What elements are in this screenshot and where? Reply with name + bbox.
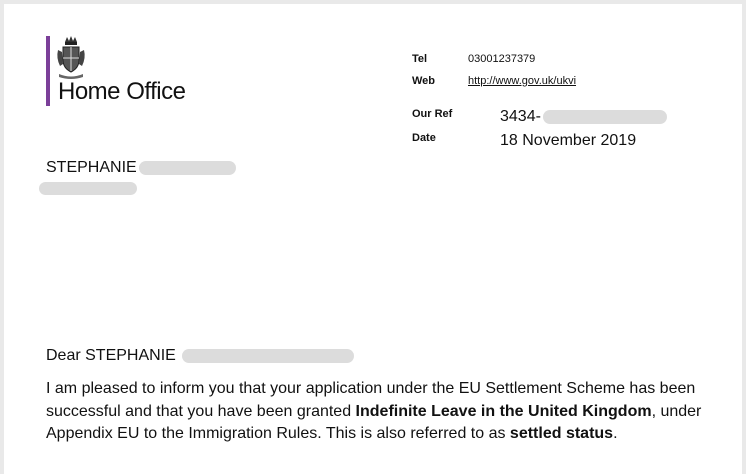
- body-text-2: , under Appendix EU to the Immigration Rules. This is also referred to as: [46, 402, 702, 442]
- body-text-3: .: [613, 425, 618, 442]
- date-label: Date: [412, 132, 436, 144]
- body-text-1: I am pleased to inform you that your application under the EU Settlement Scheme has been successful and that you have been granted: [46, 380, 696, 420]
- redaction-block: [543, 110, 667, 124]
- body-bold-1: Indefinite Leave in the United Kingdom: [355, 402, 652, 420]
- body-bold-2: settled status: [509, 425, 614, 442]
- redaction-block: [182, 349, 354, 363]
- letter-page: [4, 4, 742, 474]
- royal-crest-icon: [54, 34, 88, 80]
- tel-label: Tel: [412, 53, 428, 65]
- date-value: 18 November 2019: [500, 132, 637, 149]
- ref-value: [500, 108, 667, 126]
- tel-value: 03001237379: [468, 53, 536, 65]
- letter-body: [46, 378, 726, 446]
- web-link[interactable]: http://www.gov.uk/ukvi: [468, 75, 577, 87]
- brand-accent-bar: [46, 36, 50, 106]
- salutation-text: Dear STEPHANIE: [46, 347, 176, 364]
- recipient-name: [46, 159, 236, 177]
- web-label: Web: [412, 75, 436, 87]
- recipient-first-name: STEPHANIE: [46, 159, 137, 176]
- ref-label: Our Ref: [412, 108, 453, 120]
- ref-number: 3434-: [500, 108, 541, 125]
- redaction-block: [139, 161, 236, 175]
- redaction-block: [39, 182, 137, 195]
- salutation: [46, 347, 354, 365]
- org-name: Home Office: [58, 78, 186, 105]
